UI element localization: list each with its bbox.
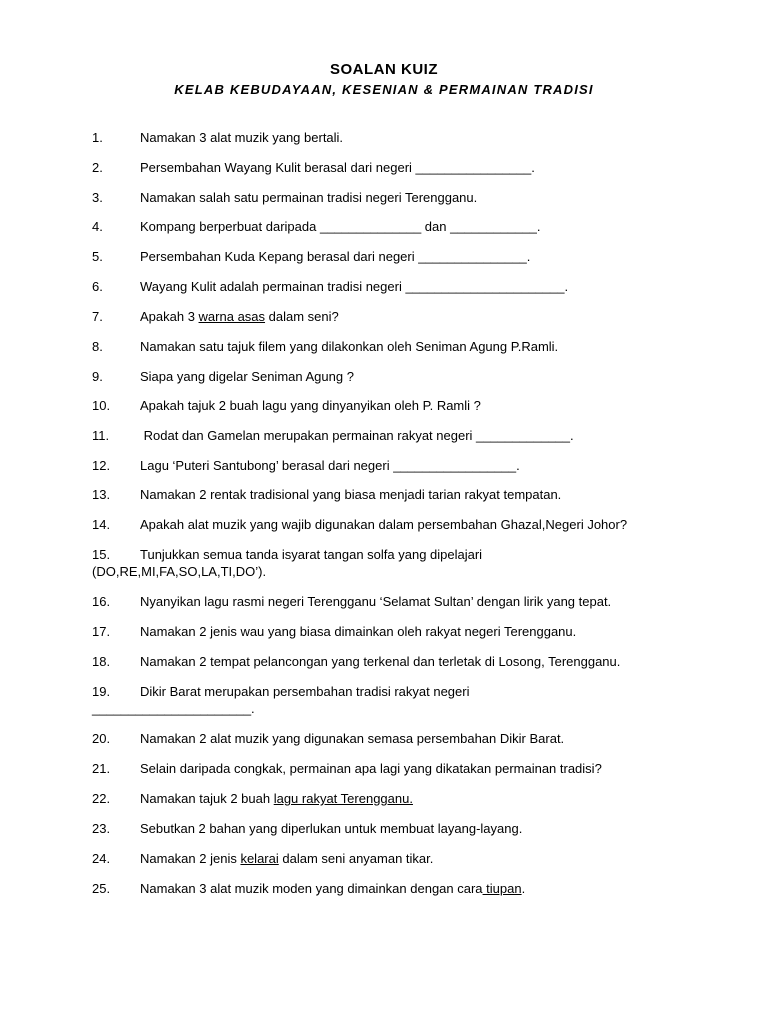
question-text: Apakah alat muzik yang wajib digunakan dalam persembahan Ghazal,Negeri Johor? — [140, 517, 628, 532]
question-item — [92, 278, 692, 295]
question-item — [92, 790, 692, 807]
question-text-start: Namakan 3 alat muzik moden yang dimainkan dengan cara — [140, 881, 483, 896]
question-text-start: Namakan 2 jenis — [140, 851, 241, 866]
document-title: SOALAN KUIZ — [330, 61, 438, 78]
question-item — [92, 850, 692, 867]
question-item — [92, 248, 692, 265]
question-underlined-term: tiupan — [482, 881, 522, 896]
question-item — [92, 593, 692, 610]
question-text: Namakan 2 tempat pelancongan yang terkenal dan terletak di Losong, Terengganu. — [140, 654, 621, 669]
question-text: Nyanyikan lagu rasmi negeri Terengganu ‘Selamat Sultan’ dengan lirik yang tepat. — [140, 594, 612, 609]
question-text: Namakan 3 alat muzik yang bertali. — [140, 130, 344, 145]
question-underlined-term: kelarai — [240, 851, 279, 866]
question-text: Tunjukkan semua tanda isyarat tangan solfa yang dipelajari — [140, 547, 483, 562]
question-number: 16. — [92, 594, 111, 609]
question-text-line2: ______________________. — [92, 701, 255, 716]
question-number: 17. — [92, 624, 111, 639]
question-item — [92, 683, 692, 717]
question-item — [92, 546, 692, 580]
question-text: Lagu ‘Puteri Santubong’ berasal dari negeri _________________. — [140, 458, 520, 473]
question-text: Persembahan Kuda Kepang berasal dari negeri _______________. — [140, 249, 531, 264]
question-number: 12. — [92, 458, 111, 473]
question-number: 3. — [92, 190, 103, 205]
question-text: Siapa yang digelar Seniman Agung ? — [140, 369, 354, 384]
question-number: 9. — [92, 369, 103, 384]
question-text-end: dalam seni? — [265, 309, 339, 324]
question-text: Sebutkan 2 bahan yang diperlukan untuk membuat layang-layang. — [140, 821, 523, 836]
question-number: 19. — [92, 684, 111, 699]
question-number: 5. — [92, 249, 103, 264]
question-item — [92, 623, 692, 640]
question-number: 1. — [92, 130, 103, 145]
question-underlined-term: lagu rakyat Terengganu. — [273, 791, 413, 806]
question-text: Namakan 2 jenis wau yang biasa dimainkan oleh rakyat negeri Terengganu. — [140, 624, 577, 639]
question-text-line2: (DO,RE,MI,FA,SO,LA,TI,DO’). — [92, 564, 267, 579]
question-item — [92, 338, 692, 355]
question-item — [92, 653, 692, 670]
question-number: 14. — [92, 517, 111, 532]
question-item — [92, 159, 692, 176]
question-number: 11. — [92, 428, 110, 443]
question-text: Kompang berperbuat daripada ______________ dan ____________. — [140, 219, 541, 234]
question-text-start: Apakah 3 — [140, 309, 199, 324]
question-item — [92, 308, 692, 325]
question-text: Persembahan Wayang Kulit berasal dari negeri ________________. — [140, 160, 535, 175]
question-number: 18. — [92, 654, 111, 669]
question-number: 10. — [92, 398, 111, 413]
question-number: 2. — [92, 160, 103, 175]
question-number: 22. — [92, 791, 111, 806]
question-text: Namakan satu tajuk filem yang dilakonkan oleh Seniman Agung P.Ramli. — [140, 339, 559, 354]
question-item — [92, 820, 692, 837]
question-number: 23. — [92, 821, 111, 836]
question-item — [92, 129, 692, 146]
question-number: 15. — [92, 547, 111, 562]
question-item — [92, 457, 692, 474]
question-item — [92, 427, 692, 444]
question-item — [92, 486, 692, 503]
question-item — [92, 368, 692, 385]
question-text: Namakan 2 alat muzik yang digunakan semasa persembahan Dikir Barat. — [140, 731, 565, 746]
question-text: Namakan 2 rentak tradisional yang biasa menjadi tarian rakyat tempatan. — [140, 487, 562, 502]
question-number: 8. — [92, 339, 103, 354]
question-number: 13. — [92, 487, 111, 502]
question-number: 7. — [92, 309, 103, 324]
question-number: 20. — [92, 731, 111, 746]
question-number: 21. — [92, 761, 111, 776]
question-item — [92, 880, 692, 897]
question-text: Selain daripada congkak, permainan apa lagi yang dikatakan permainan tradisi? — [140, 761, 602, 776]
question-text-end: . — [521, 881, 526, 896]
question-text: Rodat dan Gamelan merupakan permainan rakyat negeri _____________. — [140, 428, 574, 443]
question-item — [92, 516, 692, 533]
question-item — [92, 760, 692, 777]
question-number: 4. — [92, 219, 103, 234]
document-subtitle: KELAB KEBUDAYAAN, KESENIAN & PERMAINAN TRADISI — [174, 82, 594, 97]
question-underlined-term: warna asas — [198, 309, 266, 324]
question-item — [92, 218, 692, 235]
question-item — [92, 189, 692, 206]
question-number: 24. — [92, 851, 111, 866]
question-text-start: Namakan tajuk 2 buah — [140, 791, 274, 806]
question-number: 6. — [92, 279, 103, 294]
question-number: 25. — [92, 881, 111, 896]
question-item — [92, 730, 692, 747]
question-text-end: dalam seni anyaman tikar. — [278, 851, 434, 866]
question-item — [92, 397, 692, 414]
question-text: Namakan salah satu permainan tradisi negeri Terengganu. — [140, 190, 478, 205]
question-text: Dikir Barat merupakan persembahan tradisi rakyat negeri — [140, 684, 470, 699]
question-text: Wayang Kulit adalah permainan tradisi negeri ______________________. — [140, 279, 569, 294]
question-text: Apakah tajuk 2 buah lagu yang dinyanyikan oleh P. Ramli ? — [140, 398, 481, 413]
